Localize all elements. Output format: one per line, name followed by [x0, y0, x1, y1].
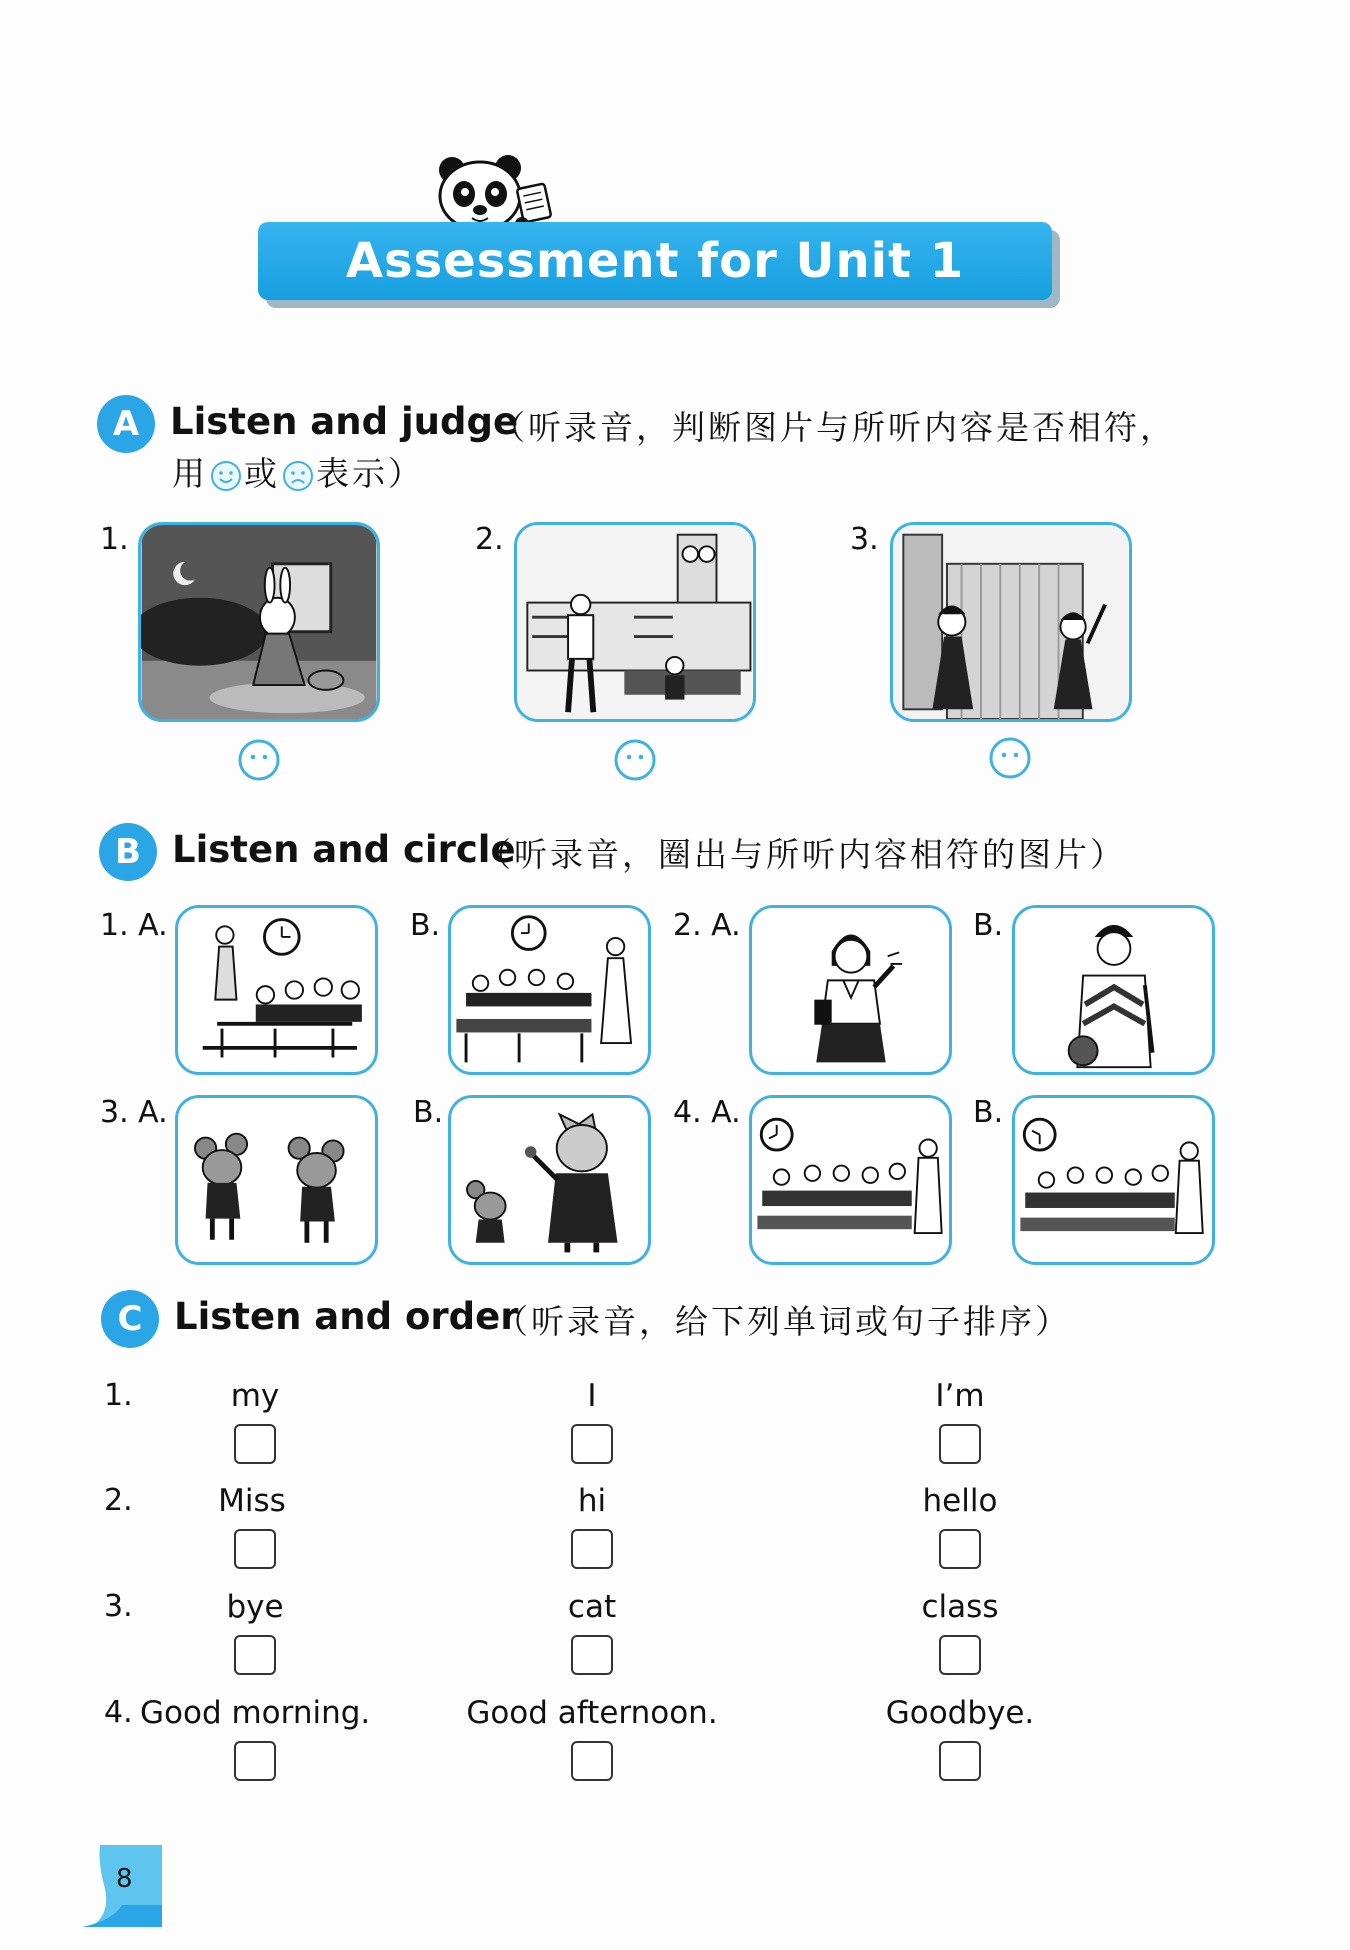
order-answer-box[interactable] [939, 1529, 981, 1569]
section-a-instruction: （听录音，判断图片与所听内容是否相符， [492, 408, 1176, 447]
c-word: cat [567, 1589, 617, 1625]
smiley-face-icon [210, 460, 242, 492]
c-row-number: 3. [104, 1589, 133, 1624]
order-answer-box[interactable] [939, 1741, 981, 1781]
c-word: class [921, 1589, 999, 1625]
teacher-waving-with-book-picture[interactable] [749, 905, 952, 1075]
section-a-title: Listen and judge [170, 400, 519, 443]
section-b-instruction: （听录音，圈出与所听内容相符的图片） [478, 835, 1126, 874]
b-option-label: 2. A. [673, 908, 741, 943]
section-c-badge: C [101, 1290, 159, 1348]
b-option-label: B. [973, 908, 1004, 943]
order-answer-box[interactable] [571, 1635, 613, 1675]
order-answer-box[interactable] [234, 1741, 276, 1781]
answer-face-icon[interactable] [237, 738, 281, 782]
instruction-text-use: 用 [172, 454, 208, 493]
c-row-number: 4. [104, 1695, 133, 1730]
two-girls-waving-picture [890, 522, 1132, 722]
c-word: hello [922, 1483, 998, 1519]
c-word: I’m [935, 1378, 985, 1414]
b-option-label: B. [413, 1095, 444, 1130]
order-answer-box[interactable] [571, 1741, 613, 1781]
instruction-text-or: 或 [244, 454, 280, 493]
instruction-text-show: 表示） [316, 454, 424, 493]
order-answer-box[interactable] [234, 1635, 276, 1675]
mouse-and-cat-picture[interactable] [448, 1095, 651, 1265]
order-answer-box[interactable] [939, 1635, 981, 1675]
section-b-badge: B [99, 823, 157, 881]
c-word: Goodbye. [885, 1695, 1035, 1731]
c-word: hi [577, 1483, 607, 1519]
sad-face-icon [282, 460, 314, 492]
c-word: I [587, 1378, 597, 1414]
b-option-label: 3. A. [100, 1095, 168, 1130]
c-row-number: 2. [104, 1483, 133, 1518]
classroom-clock-afternoon-picture[interactable] [1012, 1095, 1215, 1265]
page-number: 8 [116, 1864, 133, 1894]
night-rabbit-picture [138, 522, 380, 722]
man-with-basketball-picture[interactable] [1012, 905, 1215, 1075]
two-mice-picture[interactable] [175, 1095, 378, 1265]
c-word: bye [226, 1589, 284, 1625]
section-a-badge: A [97, 395, 155, 453]
classroom-students-sitting-picture[interactable] [448, 905, 651, 1075]
order-answer-box[interactable] [571, 1424, 613, 1464]
answer-face-icon[interactable] [613, 738, 657, 782]
c-word: Good morning. [140, 1695, 371, 1731]
order-answer-box[interactable] [939, 1424, 981, 1464]
c-word: my [230, 1378, 280, 1414]
answer-face-icon[interactable] [988, 736, 1032, 780]
section-b-title: Listen and circle [172, 828, 516, 871]
order-answer-box[interactable] [234, 1529, 276, 1569]
section-a-instruction-line2 [172, 448, 424, 495]
section-c-instruction: （听录音，给下列单词或句子排序） [495, 1302, 1071, 1341]
c-word: Good afternoon. [466, 1695, 718, 1731]
a-item-number: 3. [850, 522, 879, 557]
school-teacher-boy-picture [514, 522, 756, 722]
a-item-number: 2. [475, 522, 504, 557]
b-option-label: B. [973, 1095, 1004, 1130]
order-answer-box[interactable] [571, 1529, 613, 1569]
b-option-label: 1. A. [100, 908, 168, 943]
page-title: Assessment for Unit 1 [345, 233, 965, 289]
b-option-label: B. [410, 908, 441, 943]
classroom-clock-morning-picture[interactable] [749, 1095, 952, 1265]
order-answer-box[interactable] [234, 1424, 276, 1464]
c-word: Miss [218, 1483, 286, 1519]
classroom-teacher-at-board-picture[interactable] [175, 905, 378, 1075]
a-item-number: 1. [100, 522, 129, 557]
section-c-title: Listen and order [174, 1295, 519, 1338]
b-option-label: 4. A. [673, 1095, 741, 1130]
c-row-number: 1. [104, 1378, 133, 1413]
title-banner [258, 222, 1052, 300]
